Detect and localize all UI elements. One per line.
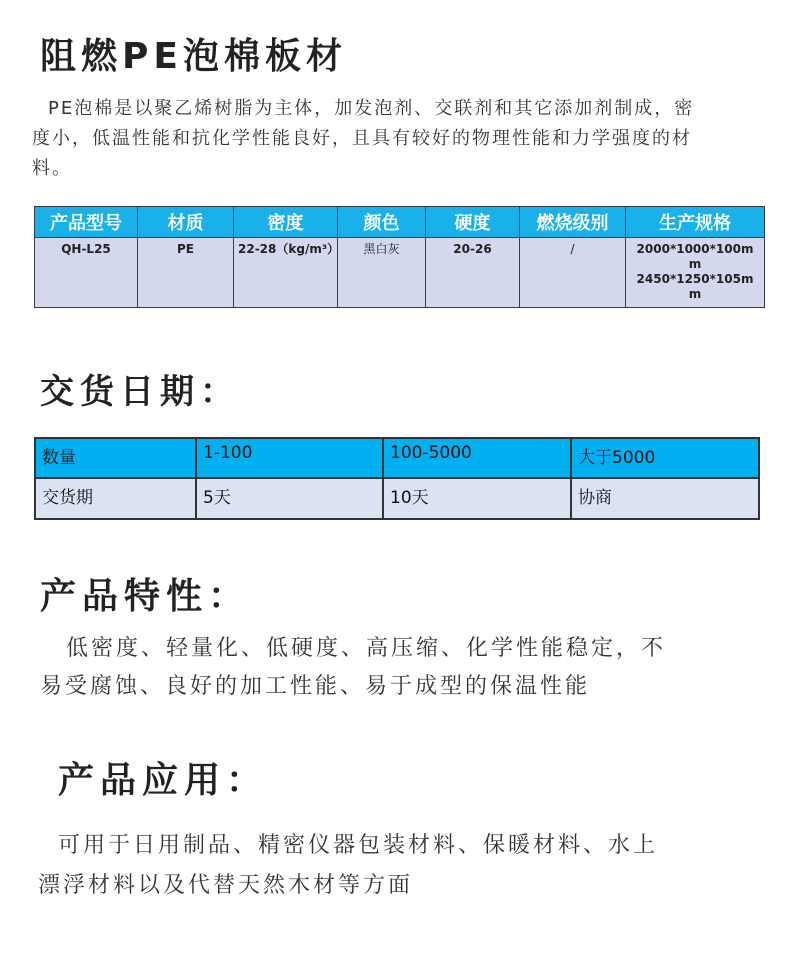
spec-header-density: 密度 (234, 207, 338, 238)
spec-cell-color: 黑白灰 (338, 238, 426, 308)
intro-line-3: 料。 (32, 158, 72, 179)
intro-line-1: PE泡棉是以聚乙烯树脂为主体，加发泡剂、交联剂和其它添加剂制成，密 (48, 98, 695, 119)
intro-line-2: 度小，低温性能和抗化学性能良好，且具有较好的物理性能和力学强度的材 (32, 128, 692, 149)
delivery-time-1: 5天 (196, 478, 383, 519)
spec-header-spec: 生产规格 (626, 207, 765, 238)
spec-cell-burn-grade: / (520, 238, 626, 308)
table-row (35, 238, 765, 308)
spec-table-header-row (35, 207, 765, 238)
spec-line-2: m (688, 257, 702, 271)
delivery-table (34, 437, 760, 520)
applications-paragraph (38, 826, 658, 906)
spec-header-burn-grade: 燃烧级别 (520, 207, 626, 238)
delivery-time-3: 协商 (571, 478, 759, 519)
spec-line-1: 2000*1000*100m (636, 242, 754, 256)
spec-cell-hardness: 20-26 (426, 238, 520, 308)
applications-line-1: 可用于日用制品、精密仪器包装材料、保暖材料、水上 (58, 833, 659, 858)
delivery-header-row (35, 438, 759, 478)
applications-heading: 产品应用： (58, 760, 269, 801)
spec-cell-material: PE (138, 238, 234, 308)
table-row (35, 478, 759, 519)
spec-table (34, 206, 765, 308)
delivery-header-range-1: 1-100 (196, 438, 383, 478)
spec-header-material: 材质 (138, 207, 234, 238)
delivery-time-2: 10天 (383, 478, 571, 519)
features-line-2: 易受腐蚀、良好的加工性能、易于成型的保温性能 (40, 674, 591, 699)
intro-paragraph (32, 94, 772, 184)
spec-line-3: 2450*1250*105m (636, 272, 754, 286)
delivery-header-quantity: 数量 (35, 438, 196, 478)
spec-header-color: 颜色 (338, 207, 426, 238)
spec-cell-spec (626, 238, 765, 308)
features-heading: 产品特性： (40, 576, 251, 617)
delivery-label: 交货期 (35, 478, 196, 519)
spec-cell-model: QH-L25 (35, 238, 138, 308)
features-paragraph (40, 630, 666, 706)
spec-header-hardness: 硬度 (426, 207, 520, 238)
delivery-header-range-3: 大于5000 (571, 438, 759, 478)
page-title: 阻燃PE泡棉板材 (40, 36, 347, 77)
spec-line-4: m (688, 287, 702, 301)
delivery-header-range-2: 100-5000 (383, 438, 571, 478)
features-line-1: 低密度、轻量化、低硬度、高压缩、化学性能稳定，不 (66, 636, 667, 661)
applications-line-2: 漂浮材料以及代替天然木材等方面 (38, 873, 414, 898)
spec-header-model: 产品型号 (35, 207, 138, 238)
delivery-heading: 交货日期： (40, 372, 240, 412)
spec-cell-density: 22-28（kg/m³） (234, 238, 338, 308)
